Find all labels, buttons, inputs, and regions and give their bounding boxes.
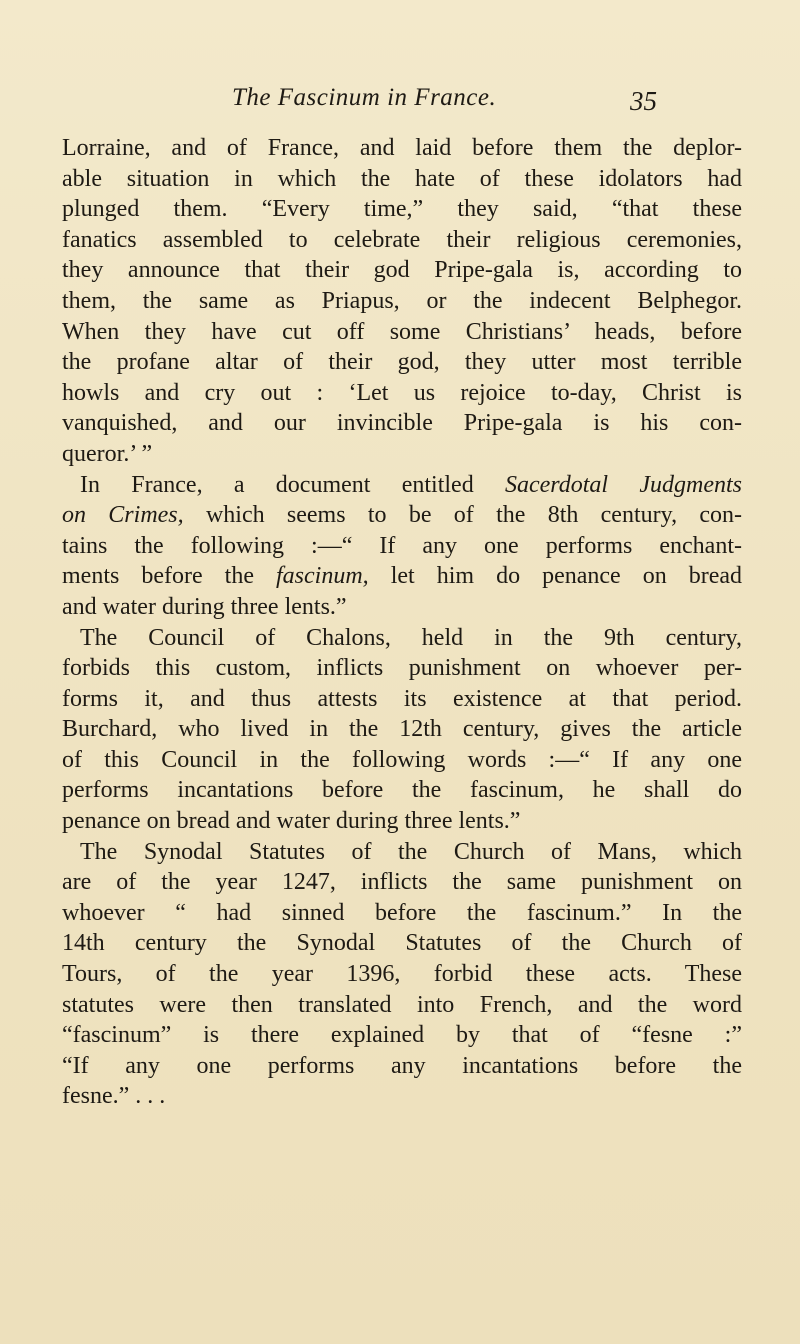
- text-line: The Synodal Statutes of the Church of Mans, which: [80, 838, 742, 865]
- text-line: whoever “ had sinned before the fascinum.” In the: [62, 899, 742, 926]
- page-header: [0, 84, 800, 124]
- text-line: statutes were then translated into French, and the word: [62, 991, 742, 1018]
- text-line: are of the year 1247, inflicts the same punishment on: [62, 869, 742, 896]
- text-line: fanatics assembled to celebrate their religious ceremonies,: [62, 226, 742, 253]
- text-line: queror.’ ”: [62, 440, 153, 467]
- text-line: [62, 470, 742, 501]
- text-line: “fascinum” is there explained by that of “fesne :”: [62, 1022, 742, 1049]
- text-line: forbids this custom, inflicts punishment on whoever per-: [62, 655, 742, 682]
- text-line: performs incantations before the fascinum, he shall do: [62, 777, 742, 804]
- text-segment: ments before the: [62, 563, 254, 590]
- text-line: able situation in which the hate of these idolators had: [62, 165, 742, 192]
- text-line: Burchard, who lived in the 12th century, gives the article: [62, 716, 742, 743]
- italic-title: on Crimes,: [62, 502, 184, 529]
- text-line: they announce that their god Pripe-gala is, according to: [62, 257, 742, 284]
- text-line: Tours, of the year 1396, forbid these acts. These: [62, 961, 742, 988]
- text-line: plunged them. “Every time,” they said, “that these: [62, 196, 742, 223]
- text-line: [62, 561, 742, 592]
- running-head: The Fascinum in France.: [232, 84, 497, 111]
- text-line: and water during three lents.”: [62, 593, 347, 620]
- text-line: “If any one performs any incantations before the: [62, 1052, 742, 1079]
- italic-title: Sacerdotal Judgments: [505, 471, 743, 498]
- italic-term: fascinum,: [276, 563, 369, 590]
- text-line: the profane altar of their god, they utter most terrible: [62, 349, 742, 376]
- text-line: them, the same as Priapus, or the indecent Belphegor.: [62, 287, 742, 314]
- text-line: howls and cry out : ‘Let us rejoice to-day, Christ is: [62, 379, 742, 406]
- text-line: The Council of Chalons, held in the 9th century,: [80, 624, 742, 651]
- text-segment: which seems to be of the 8th century, con-: [205, 502, 743, 529]
- page-number: 35: [630, 86, 657, 116]
- text-segment: In France, a document entitled: [80, 471, 474, 498]
- text-line: tains the following :—“ If any one performs enchant-: [62, 532, 742, 559]
- text-line: of this Council in the following words :—“ If any one: [62, 746, 742, 773]
- text-line: vanquished, and our invincible Pripe-gala is his con-: [62, 410, 742, 437]
- text-segment: let him do penance on bread: [390, 563, 743, 590]
- text-line: When they have cut off some Christians’ heads, before: [62, 318, 742, 345]
- text-line: 14th century the Synodal Statutes of the Church of: [62, 930, 742, 957]
- text-line: penance on bread and water during three lents.”: [62, 808, 521, 835]
- text-line: Lorraine, and of France, and laid before them the deplor-: [62, 135, 742, 161]
- text-line: fesne.” . . .: [62, 1083, 166, 1110]
- body-text: [62, 133, 742, 1112]
- text-line: forms it, and thus attests its existence at that period.: [62, 685, 742, 712]
- text-line: [62, 500, 742, 531]
